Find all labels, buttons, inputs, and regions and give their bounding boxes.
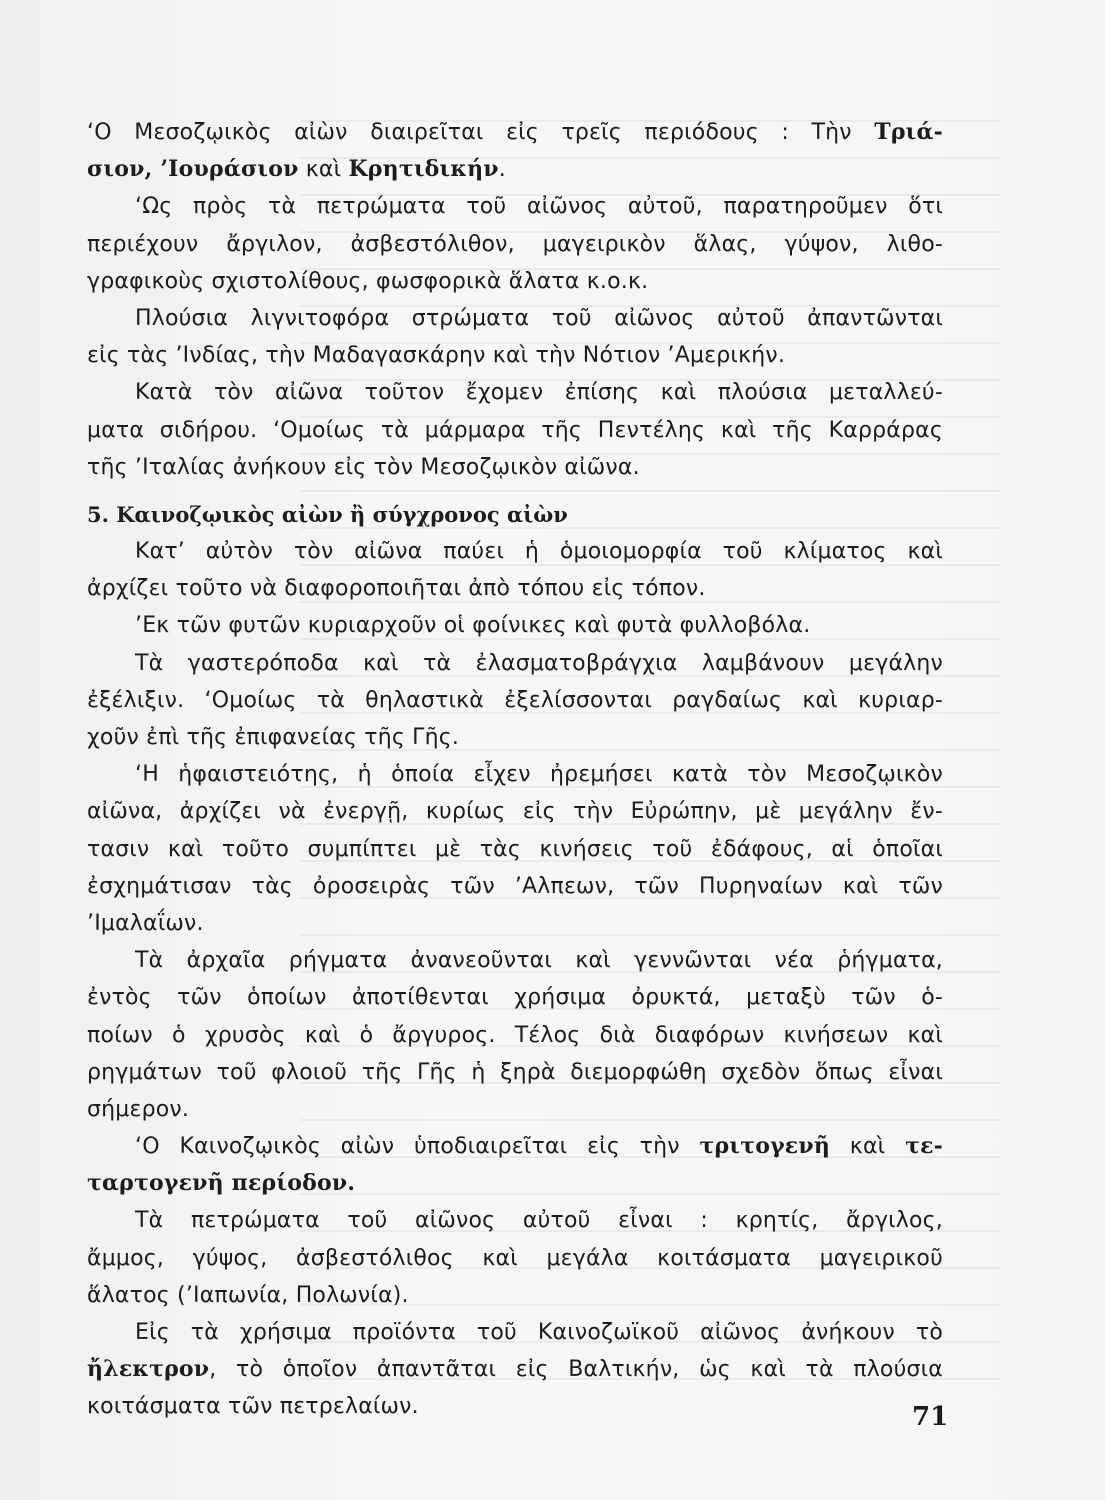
section-heading: 5. Καινοζῳικὸς αἰὼν ἢ σύγχρονος αἰὼν (87, 501, 568, 527)
text-run: . (498, 157, 506, 183)
text-line (87, 1240, 943, 1277)
text-run: Κατὰ τὸν αἰῶνα τοῦτον ἔχομεν ἐπίσης καὶ πλούσια μεταλλεύ- (135, 380, 943, 406)
text-line (87, 1388, 943, 1425)
text-run: ἀρχίζει τοῦτο νὰ διαφοροποιῆται ἀπὸ τόπου εἰς τόπον. (87, 576, 706, 602)
body-text (87, 114, 943, 1426)
text-line (87, 449, 943, 486)
text-run: Πλούσια λιγνιτοφόρα στρώματα τοῦ αἰῶνος αὐτοῦ ἀπαντῶνται (135, 305, 943, 331)
text-run: σήμερον. (87, 1096, 190, 1122)
text-run: ἄμμος, γύψος, ἀσβεστόλιθος καὶ μεγάλα κοιτάσματα μαγειρικοῦ (87, 1245, 943, 1271)
text-line (87, 412, 943, 449)
text-line (87, 1091, 943, 1128)
section-mesozoic (87, 114, 943, 486)
text-run: ‘Ο Μεσοζῳικὸς αἰὼν διαιρεῖται εἰς τρεῖς περιόδους : Τὴν (87, 120, 875, 145)
text-run: ποίων ὁ χρυσὸς καὶ ὁ ἄργυρος. Τέλος διὰ διαφόρων κινήσεων καὶ (87, 1022, 943, 1048)
text-line (87, 942, 943, 979)
page-number: 71 (912, 1402, 949, 1432)
text-run: ’Εκ τῶν φυτῶν κυριαρχοῦν οἱ φοίνικες καὶ φυτὰ φυλλοβόλα. (135, 613, 811, 639)
bold-term: ἤλεκτρον (87, 1356, 210, 1383)
text-run: Τὰ πετρώματα τοῦ αἰῶνος αὐτοῦ εἶναι : κρητίς, ἄργιλος, (135, 1208, 943, 1234)
text-line (87, 1128, 943, 1165)
text-line (87, 1314, 943, 1351)
text-run: ἐξέλιξιν. ‘Ομοίως τὰ θηλαστικὰ ἐξελίσσονται ραγδαίως καὶ κυριαρ- (87, 687, 943, 713)
text-line (87, 979, 943, 1016)
text-run: Τὰ ἀρχαῖα ρήγματα ἀνανεοῦνται καὶ γεννῶνται νέα ῥήγματα, (135, 948, 943, 974)
text-line (87, 1202, 943, 1239)
text-line (87, 226, 943, 263)
text-run: Κατ’ αὐτὸν τὸν αἰῶνα παύει ἡ ὁμοιομορφία τοῦ κλίματος καὶ (135, 539, 943, 565)
text-run: τασιν καὶ τοῦτο συμπίπτει μὲ τὰς κινήσεις τοῦ ἐδάφους, αἱ ὁποῖαι (87, 836, 943, 862)
text-line (87, 188, 943, 225)
text-line (87, 682, 943, 719)
text-line (87, 831, 943, 868)
text-line (87, 263, 943, 300)
bold-term: τριτογενῆ (699, 1133, 831, 1160)
text-run: Εἰς τὰ χρήσιμα προϊόντα τοῦ Καινοζωϊκοῦ αἰῶνος ἀνήκουν τὸ (135, 1320, 943, 1345)
text-run: ρηγμάτων τοῦ φλοιοῦ τῆς Γῆς ἡ ξηρὰ διεμορφώθη σχεδὸν ὅπως εἶναι (87, 1059, 943, 1085)
text-run: εἰς τὰς ’Ινδίας, τὴν Μαδαγασκάρην καὶ τὴν Νότιον ’Αμερικήν. (87, 343, 786, 369)
text-run: αἰῶνα, ἀρχίζει νὰ ἐνεργῇ, κυρίως εἰς τὴν Εὐρώπην, μὲ μεγάλην ἔν- (87, 799, 943, 825)
text-run: γραφικοὺς σχιστολίθους, φωσφορικὰ ἅλατα κ.ο.κ. (87, 268, 649, 294)
text-run: ἐσχημάτισαν τὰς ὀροσειρὰς τῶν ’Αλπεων, τῶν Πυρηναίων καὶ τῶν (87, 873, 943, 899)
text-run: ματα σιδήρου. ‘Ομοίως τὰ μάρμαρα τῆς Πεντέλης καὶ τῆς Καρράρας (87, 417, 943, 443)
text-run: τῆς ’Ιταλίας ἀνήκουν εἰς τὸν Μεσοζῳικὸν αἰῶνα. (87, 454, 640, 480)
text-line (87, 905, 943, 942)
text-run: ‘Η ἡφαιστειότης, ἡ ὁποία εἶχεν ἠρεμήσει κατὰ τὸν Μεσοζῳικὸν (135, 762, 943, 788)
text-line (87, 719, 943, 756)
text-line (87, 114, 943, 151)
bold-term: τε- (905, 1133, 943, 1160)
bold-term: Τριά- (874, 119, 943, 145)
text-run: καὶ (830, 1134, 906, 1160)
text-line (87, 151, 943, 188)
text-line (87, 868, 943, 905)
text-line (87, 337, 943, 374)
text-line (87, 607, 943, 644)
text-run: ‘Ως πρὸς τὰ πετρώματα τοῦ αἰῶνος αὐτοῦ, παρατηροῦμεν ὅτι (135, 194, 943, 220)
text-line (87, 1165, 943, 1202)
text-run: χοῦν ἐπὶ τῆς ἐπιφανείας τῆς Γῆς. (87, 725, 460, 750)
text-line (87, 1277, 943, 1314)
text-run: περιέχουν ἄργιλον, ἀσβεστόλιθον, μαγειρικὸν ἅλας, γύψον, λιθο- (87, 231, 943, 257)
text-line (87, 300, 943, 337)
text-run: ἅλατος (’Ιαπωνία, Πολωνία). (87, 1282, 409, 1308)
text-run: ’Ιμαλαΐων. (87, 910, 204, 936)
text-line (87, 793, 943, 830)
text-line (87, 570, 943, 607)
text-line (87, 1351, 943, 1388)
bold-term: Κρητιδικήν (348, 156, 499, 183)
text-line (87, 1017, 943, 1054)
bold-term: ταρτογενῆ περίοδον. (87, 1170, 356, 1197)
text-line (87, 756, 943, 793)
text-run: κοιτάσματα τῶν πετρελαίων. (87, 1394, 419, 1420)
text-run: Τὰ γαστερόποδα καὶ τὰ ἐλασματοβράγχια λαμβάνουν μεγάλην (135, 650, 943, 676)
text-run: ‘Ο Καινοζῳικὸς αἰὼν ὑποδιαιρεῖται εἰς τὴν (135, 1134, 700, 1160)
text-line (87, 645, 943, 682)
text-line (87, 374, 943, 411)
text-run: , τὸ ὁποῖον ἀπαντᾶται εἰς Βαλτικήν, ὡς καὶ τὰ πλούσια (209, 1357, 943, 1383)
text-line (87, 1054, 943, 1091)
text-run: ἐντὸς τῶν ὁποίων ἀποτίθενται χρήσιμα ὀρυκτά, μεταξὺ τῶν ὁ- (87, 985, 943, 1011)
section-cenozoic (87, 533, 943, 1426)
text-run: καὶ (298, 157, 349, 183)
text-line (87, 533, 943, 570)
bold-term: σιον, ’Ιουράσιον (87, 156, 299, 183)
